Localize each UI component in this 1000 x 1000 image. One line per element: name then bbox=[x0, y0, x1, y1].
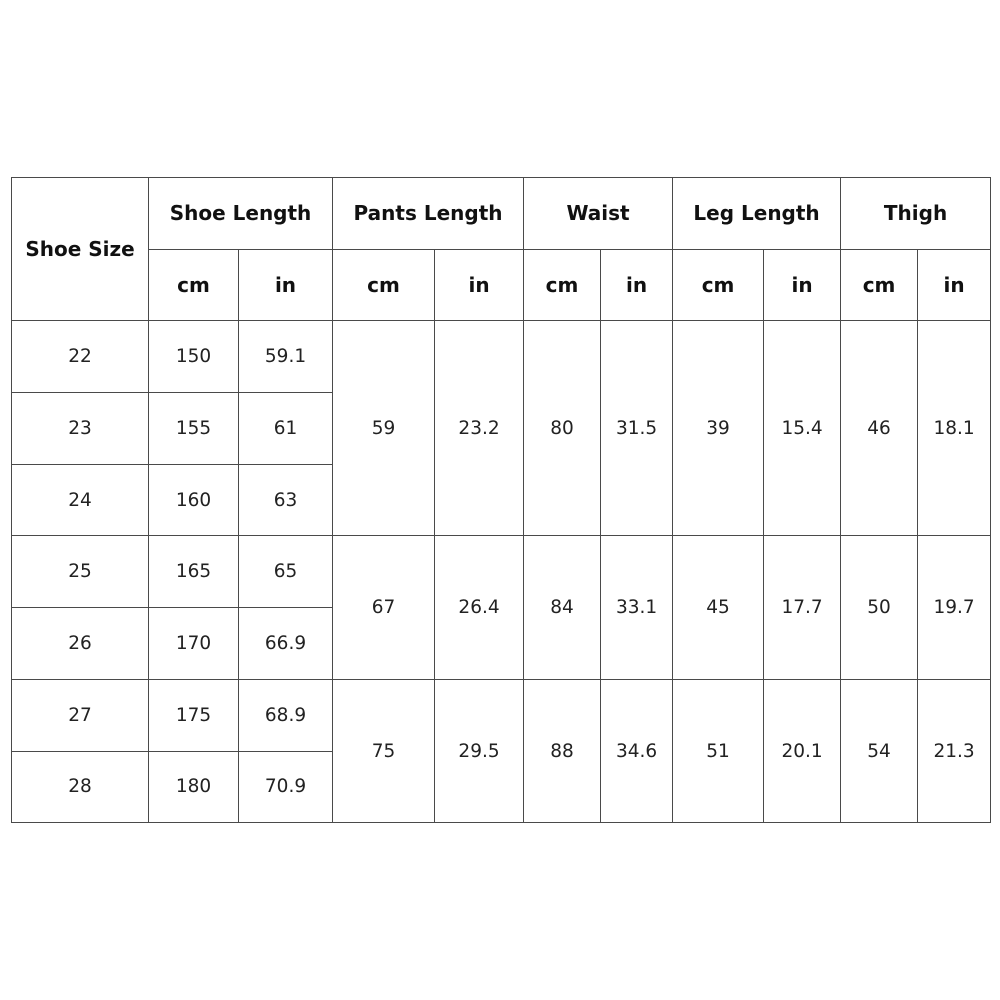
pants-length-cm-cell: 67 bbox=[333, 536, 435, 679]
unit-waist-in: in bbox=[601, 249, 673, 321]
pants-length-cm-cell: 59 bbox=[333, 321, 435, 536]
thigh-cm-cell: 46 bbox=[841, 321, 918, 536]
shoe-length-cm-cell: 180 bbox=[149, 751, 239, 823]
unit-leg-length-cm: cm bbox=[673, 249, 764, 321]
header-waist: Waist bbox=[524, 178, 673, 250]
pants-length-in-cell: 29.5 bbox=[435, 679, 524, 822]
thigh-cm-cell: 54 bbox=[841, 679, 918, 822]
header-thigh: Thigh bbox=[841, 178, 991, 250]
unit-thigh-cm: cm bbox=[841, 249, 918, 321]
shoe-length-cm-cell: 155 bbox=[149, 393, 239, 465]
size-chart-table bbox=[11, 177, 991, 823]
shoe-size-cell: 26 bbox=[12, 608, 149, 680]
shoe-length-cm-cell: 170 bbox=[149, 608, 239, 680]
shoe-length-cm-cell: 165 bbox=[149, 536, 239, 608]
thigh-in-cell: 18.1 bbox=[918, 321, 991, 536]
pants-length-in-cell: 23.2 bbox=[435, 321, 524, 536]
shoe-length-cm-cell: 175 bbox=[149, 679, 239, 751]
waist-in-cell: 31.5 bbox=[601, 321, 673, 536]
unit-row bbox=[12, 249, 991, 321]
table-row bbox=[12, 679, 991, 751]
shoe-size-cell: 22 bbox=[12, 321, 149, 393]
unit-pants-length-cm: cm bbox=[333, 249, 435, 321]
waist-cm-cell: 80 bbox=[524, 321, 601, 536]
waist-cm-cell: 84 bbox=[524, 536, 601, 679]
header-shoe-size: Shoe Size bbox=[12, 178, 149, 321]
table-row bbox=[12, 536, 991, 608]
leg-length-cm-cell: 51 bbox=[673, 679, 764, 822]
waist-in-cell: 33.1 bbox=[601, 536, 673, 679]
shoe-length-cm-cell: 160 bbox=[149, 464, 239, 536]
leg-length-cm-cell: 45 bbox=[673, 536, 764, 679]
shoe-length-in-cell: 66.9 bbox=[239, 608, 333, 680]
unit-leg-length-in: in bbox=[764, 249, 841, 321]
shoe-size-cell: 25 bbox=[12, 536, 149, 608]
shoe-length-in-cell: 68.9 bbox=[239, 679, 333, 751]
unit-waist-cm: cm bbox=[524, 249, 601, 321]
header-pants-length: Pants Length bbox=[333, 178, 524, 250]
thigh-cm-cell: 50 bbox=[841, 536, 918, 679]
shoe-length-in-cell: 61 bbox=[239, 393, 333, 465]
pants-length-in-cell: 26.4 bbox=[435, 536, 524, 679]
leg-length-in-cell: 15.4 bbox=[764, 321, 841, 536]
leg-length-in-cell: 17.7 bbox=[764, 536, 841, 679]
shoe-length-cm-cell: 150 bbox=[149, 321, 239, 393]
unit-shoe-length-cm: cm bbox=[149, 249, 239, 321]
shoe-length-in-cell: 70.9 bbox=[239, 751, 333, 823]
shoe-length-in-cell: 59.1 bbox=[239, 321, 333, 393]
table-row bbox=[12, 321, 991, 393]
header-shoe-length: Shoe Length bbox=[149, 178, 333, 250]
unit-shoe-length-in: in bbox=[239, 249, 333, 321]
unit-thigh-in: in bbox=[918, 249, 991, 321]
thigh-in-cell: 19.7 bbox=[918, 536, 991, 679]
waist-in-cell: 34.6 bbox=[601, 679, 673, 822]
unit-pants-length-in: in bbox=[435, 249, 524, 321]
shoe-size-cell: 23 bbox=[12, 393, 149, 465]
thigh-in-cell: 21.3 bbox=[918, 679, 991, 822]
shoe-length-in-cell: 63 bbox=[239, 464, 333, 536]
leg-length-in-cell: 20.1 bbox=[764, 679, 841, 822]
leg-length-cm-cell: 39 bbox=[673, 321, 764, 536]
shoe-size-cell: 27 bbox=[12, 679, 149, 751]
pants-length-cm-cell: 75 bbox=[333, 679, 435, 822]
shoe-length-in-cell: 65 bbox=[239, 536, 333, 608]
header-row bbox=[12, 178, 991, 250]
shoe-size-cell: 24 bbox=[12, 464, 149, 536]
header-leg-length: Leg Length bbox=[673, 178, 841, 250]
waist-cm-cell: 88 bbox=[524, 679, 601, 822]
shoe-size-cell: 28 bbox=[12, 751, 149, 823]
